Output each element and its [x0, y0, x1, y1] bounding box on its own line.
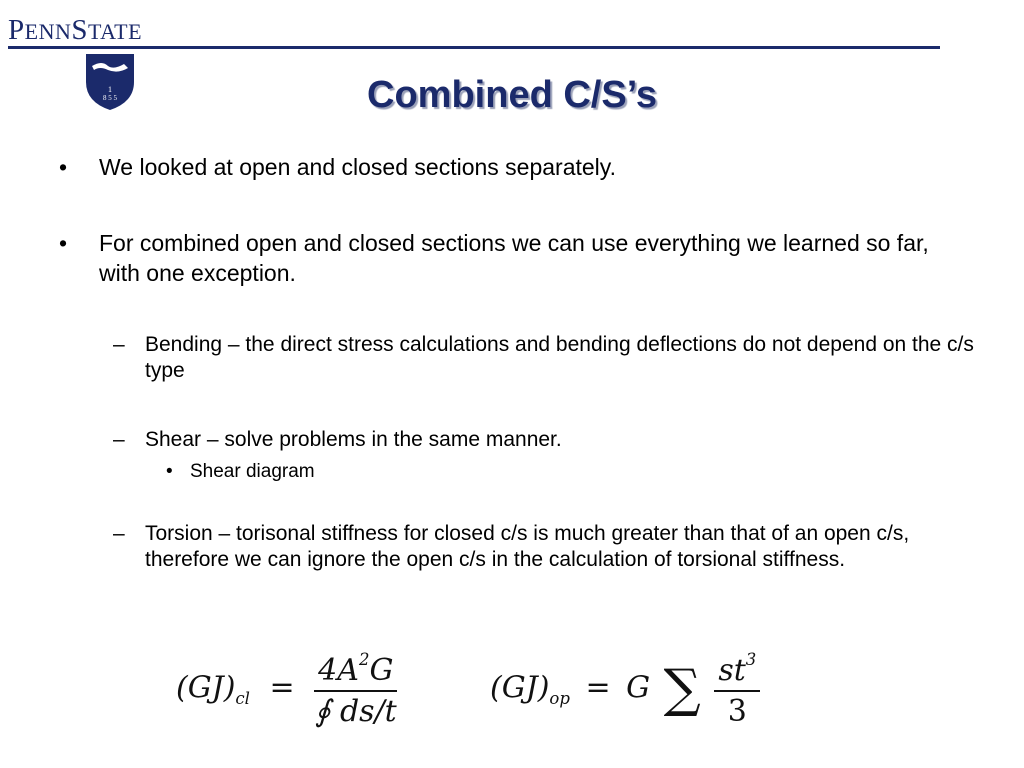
- bullet-text: For combined open and closed sections we can use everything we learned so far, with one exception.: [99, 230, 929, 286]
- svg-text:8 5 5: 8 5 5: [103, 94, 117, 102]
- formula-open-stiffness: [490, 650, 760, 729]
- sub-bullet-mark: –: [113, 428, 125, 451]
- svg-text:1: 1: [108, 85, 112, 94]
- sub-bullet-mark: –: [113, 333, 125, 356]
- formula-closed-numerator: $4A^2G$: [314, 650, 397, 692]
- formula-closed-stiffness: [176, 650, 397, 729]
- sub-bullet-text: Bending – the direct stress calculations and bending deflections do not depend on the c/s type: [145, 333, 974, 382]
- bullet-text: We looked at open and closed sections separately.: [99, 154, 616, 180]
- formula-closed-lhs: (GJ): [176, 670, 236, 706]
- bullet-1: [59, 152, 969, 182]
- formula-open-lhs: (GJ): [490, 670, 550, 706]
- summation-icon: ∑: [663, 659, 701, 720]
- formula-open-denominator: 3: [727, 693, 747, 729]
- formula-closed-subscript: cl: [235, 689, 250, 709]
- sub-sub-bullet-shear-diagram: [166, 460, 790, 484]
- sub-sub-bullet-text: Shear diagram: [190, 461, 315, 482]
- bullet-mark: •: [59, 154, 68, 180]
- formula-closed-fraction: [314, 650, 397, 729]
- sub-bullet-text: Shear – solve problems in the same manner.: [145, 428, 562, 451]
- formula-open-numerator: $st^3$: [714, 650, 760, 692]
- bullet-mark: •: [59, 230, 68, 256]
- bullet-2: [59, 228, 959, 288]
- slide-title: Combined C/S’s: [367, 74, 657, 116]
- sub-bullet-text: Torsion – torisonal stiffness for closed c/s is much greater than that of an open c/s, therefore we can ignore the open c/s in the calculation of torsional stiffness.: [145, 522, 910, 571]
- header-rule: [8, 46, 940, 49]
- formula-open-fraction: [714, 650, 760, 729]
- formula-open-equals: =: [585, 670, 611, 706]
- sub-bullet-torsion: [113, 521, 945, 573]
- sub-sub-bullet-mark: •: [166, 461, 173, 482]
- sub-bullet-mark: –: [113, 522, 125, 545]
- formula-closed-equals: =: [269, 670, 295, 706]
- pennstate-wordmark: PENNSTATE: [8, 14, 143, 46]
- sub-bullet-shear: [113, 427, 975, 453]
- formula-open-subscript: op: [549, 689, 570, 709]
- formula-closed-denominator: ∮ ds/t: [314, 693, 397, 729]
- formula-open-g: G: [626, 670, 651, 706]
- sub-bullet-bending: [113, 332, 975, 384]
